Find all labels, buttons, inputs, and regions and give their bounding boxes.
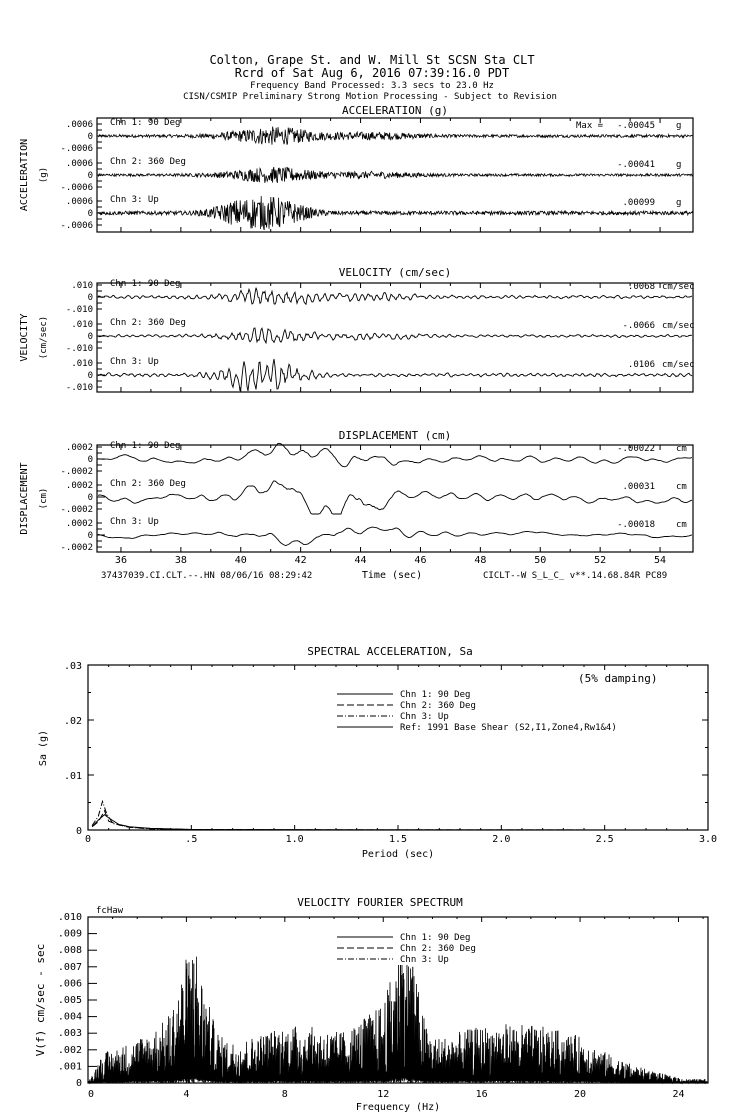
- x-tick-label: 0: [87, 1089, 95, 1100]
- chart-title: SPECTRAL ACCELERATION, Sa: [307, 645, 473, 658]
- legend-label: Chn 2: 360 Deg: [400, 944, 476, 954]
- damping-note: (5% damping): [578, 672, 658, 685]
- x-tick-label: 46: [414, 555, 427, 566]
- legend-label: Chn 1: 90 Deg: [400, 690, 471, 700]
- x-tick-label: 38: [174, 555, 187, 566]
- x-tick-label: 0: [84, 834, 92, 845]
- footer-right: CICLT--W S_L_C_ v**.14.68.84R PC89: [483, 571, 668, 581]
- ytick-top: .0002: [65, 443, 93, 453]
- ytick-zero: 0: [87, 455, 93, 465]
- channel-label: Chn 1: 90 Deg: [110, 441, 181, 451]
- y-tick-label: .006: [57, 978, 82, 990]
- chart-frame: [88, 665, 708, 830]
- ytick-top: .0006: [65, 197, 93, 207]
- ytick-bottom: -.010: [65, 344, 93, 354]
- panel-title: VELOCITY (cm/sec): [338, 266, 452, 279]
- sa-series-2: [92, 811, 708, 830]
- x-tick-label: 44: [354, 555, 367, 566]
- footer-left: 37437039.CI.CLT.--.HN 08/06/16 08:29:42: [101, 571, 313, 581]
- x-tick-label: 24: [672, 1089, 685, 1100]
- peak-value: -.0066: [622, 321, 655, 331]
- channel-1: [60, 441, 692, 477]
- channel-3: [60, 517, 692, 553]
- ytick-bottom: -.0002: [60, 505, 93, 515]
- legend-label: Chn 3: Up: [400, 712, 449, 722]
- channel-1: [60, 118, 692, 154]
- x-tick-label: 52: [594, 555, 607, 566]
- x-tick-label: 2.0: [492, 834, 511, 845]
- peak-value: .00099: [622, 198, 655, 208]
- panel-ylabel: ACCELERATION: [19, 138, 30, 212]
- x-axis-label: Period (sec): [361, 849, 435, 860]
- ytick-bottom: -.010: [65, 383, 93, 393]
- y-tick-label: .008: [57, 945, 82, 957]
- y-tick-label: .005: [57, 995, 82, 1006]
- peak-value: -.00045: [617, 121, 655, 131]
- ytick-top: .010: [71, 281, 93, 291]
- ytick-zero: 0: [87, 332, 93, 342]
- frequency-band: Frequency Band Processed: 3.3 secs to 23.0 Hz: [250, 81, 494, 91]
- peak-unit: g: [676, 198, 682, 208]
- peak-unit: cm: [676, 520, 687, 530]
- channel-label: Chn 1: 90 Deg: [110, 118, 181, 128]
- x-tick-label: 54: [654, 555, 667, 566]
- x-tick-label: 1.0: [285, 834, 304, 845]
- legend-label: Chn 3: Up: [400, 955, 449, 965]
- y-tick-label: .03: [63, 661, 82, 672]
- waveform-trace: [98, 443, 692, 466]
- y-tick-label: .002: [57, 1044, 82, 1056]
- ytick-top: .0002: [65, 519, 93, 529]
- x-tick-label: 48: [474, 555, 487, 566]
- record-header: [183, 53, 557, 102]
- x-tick-label: 16: [475, 1089, 488, 1100]
- ytick-bottom: -.0002: [60, 543, 93, 553]
- peak-value: .00031: [622, 482, 655, 492]
- sa-series-3: [92, 801, 708, 830]
- panel-ylabel: DISPLACEMENT: [19, 462, 30, 535]
- ytick-bottom: -.010: [65, 305, 93, 315]
- waveform-trace: [98, 127, 693, 145]
- ytick-bottom: -.0006: [60, 144, 93, 154]
- fourier-spectrum-chart: [34, 896, 708, 1113]
- sa-series-1: [92, 815, 708, 830]
- processing-note: CISN/CSMIP Preliminary Strong Motion Processing - Subject to Revision: [183, 92, 557, 102]
- channel-2: [66, 318, 695, 354]
- x-tick-label: 3.0: [698, 834, 718, 845]
- ytick-bottom: -.0006: [60, 221, 93, 231]
- panel-ylabel: VELOCITY: [19, 313, 30, 362]
- ytick-bottom: -.0002: [60, 467, 93, 477]
- ytick-zero: 0: [87, 209, 93, 219]
- legend-label: Chn 2: 360 Deg: [400, 701, 476, 711]
- ytick-top: .010: [71, 320, 93, 330]
- x-tick-label: 1.5: [388, 834, 408, 845]
- ytick-top: .010: [71, 359, 93, 369]
- ytick-top: .0002: [65, 481, 93, 491]
- legend-label: Ref: 1991 Base Shear (S2,I1,Zone4,Rw1&4): [400, 723, 617, 733]
- record-time: Rcrd of Sat Aug 6, 2016 07:39:16.0 PDT: [234, 66, 510, 80]
- peak-value: .0068: [627, 282, 655, 292]
- panel-yunit: (cm): [39, 487, 49, 510]
- acc-panel: [19, 104, 693, 232]
- ytick-bottom: -.0006: [60, 183, 93, 193]
- channel-label: Chn 2: 360 Deg: [110, 479, 186, 489]
- x-tick-label: 12: [377, 1089, 390, 1100]
- ytick-top: .0006: [65, 159, 93, 169]
- ytick-zero: 0: [87, 531, 93, 541]
- ytick-zero: 0: [87, 493, 93, 503]
- y-tick-label: .003: [57, 1028, 82, 1040]
- station-title: Colton, Grape St. and W. Mill St SCSN Sta CLT: [209, 53, 535, 67]
- peak-unit: cm/sec: [662, 360, 695, 370]
- y-tick-label: .004: [57, 1011, 82, 1023]
- ytick-zero: 0: [87, 132, 93, 142]
- waveform-trace: [98, 328, 692, 343]
- channel-label: Chn 3: Up: [110, 517, 159, 527]
- waveform-trace: [98, 527, 692, 546]
- y-tick-label: .01: [63, 771, 82, 782]
- x-tick-label: 36: [114, 555, 127, 566]
- peak-unit: g: [676, 121, 682, 131]
- y-tick-label: .007: [57, 961, 82, 973]
- spectral-acceleration-chart: [38, 645, 717, 860]
- channel-label: Chn 1: 90 Deg: [110, 279, 181, 289]
- peak-unit: cm/sec: [662, 321, 695, 331]
- y-axis-label: V(f) cm/sec - sec: [34, 943, 47, 1057]
- waveform-trace: [98, 196, 693, 230]
- ytick-zero: 0: [87, 171, 93, 181]
- y-tick-label: 0: [75, 826, 82, 837]
- waveform-trace: [98, 481, 692, 514]
- channel-label: Chn 2: 360 Deg: [110, 157, 186, 167]
- x-tick-label: 4: [183, 1089, 190, 1100]
- x-tick-label: 40: [234, 555, 247, 566]
- panel-title: ACCELERATION (g): [342, 104, 448, 117]
- dis-panel: [19, 429, 693, 566]
- peak-value: -.00041: [617, 160, 655, 170]
- channel-2: [60, 479, 692, 515]
- peak-value: -.00022: [617, 444, 655, 454]
- y-tick-label: 0: [75, 1078, 82, 1089]
- x-tick-label: .5: [185, 834, 198, 845]
- legend-label: Chn 1: 90 Deg: [400, 933, 471, 943]
- peak-value: -.00018: [617, 520, 655, 530]
- y-tick-label: .001: [57, 1061, 82, 1073]
- panel-yunit: (g): [39, 166, 49, 184]
- peak-unit: cm/sec: [662, 282, 695, 292]
- corner-label: fcHaw: [96, 906, 124, 916]
- peak-unit: cm: [676, 482, 687, 492]
- max-label: Max =: [576, 121, 604, 131]
- panel-title: DISPLACEMENT (cm): [338, 429, 452, 442]
- channel-3: [60, 195, 692, 231]
- time-axis-label: Time (sec): [361, 570, 423, 581]
- ytick-zero: 0: [87, 293, 93, 303]
- waveform-trace: [98, 288, 692, 305]
- waveform-trace: [98, 167, 693, 183]
- chart-title: VELOCITY FOURIER SPECTRUM: [297, 896, 463, 909]
- ytick-top: .0006: [65, 120, 93, 130]
- y-tick-label: .010: [57, 912, 82, 923]
- y-tick-label: .009: [57, 928, 82, 940]
- channel-label: Chn 3: Up: [110, 357, 159, 367]
- peak-unit: cm: [676, 444, 687, 454]
- peak-unit: g: [676, 160, 682, 170]
- fourier-trace: [89, 945, 708, 1083]
- x-axis-label: Frequency (Hz): [355, 1102, 441, 1113]
- x-tick-label: 42: [294, 555, 307, 566]
- vel-panel: [19, 266, 695, 393]
- channel-label: Chn 2: 360 Deg: [110, 318, 186, 328]
- ytick-zero: 0: [87, 371, 93, 381]
- panel-yunit: (cm/sec): [39, 315, 49, 360]
- y-axis-label: Sa (g): [38, 729, 49, 767]
- x-tick-label: 2.5: [595, 834, 614, 845]
- channel-2: [60, 157, 692, 193]
- x-tick-label: 50: [534, 555, 547, 566]
- peak-value: .0106: [627, 360, 655, 370]
- waveform-trace: [98, 359, 692, 391]
- x-tick-label: 20: [574, 1089, 587, 1100]
- y-tick-label: .02: [63, 716, 82, 727]
- x-tick-label: 8: [281, 1089, 288, 1100]
- channel-label: Chn 3: Up: [110, 195, 159, 205]
